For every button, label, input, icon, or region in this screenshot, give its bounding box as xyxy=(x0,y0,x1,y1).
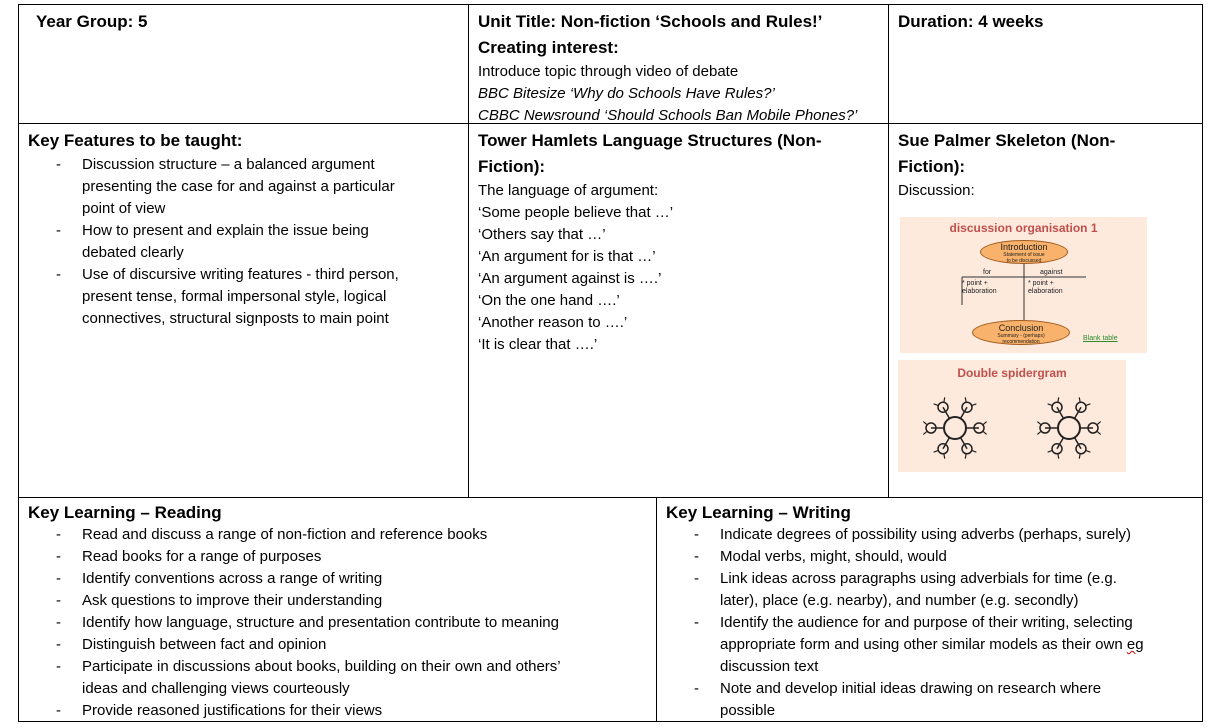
language-line: ‘Another reason to ….’ xyxy=(478,314,628,331)
reading-list xyxy=(28,524,647,722)
reading-cell xyxy=(18,497,657,722)
language-line: ‘Some people believe that …’ xyxy=(478,204,674,221)
list-item: - Identify how language, structure and presentation contribute to meaning xyxy=(82,612,647,634)
creating-interest-line: Introduce topic through video of debate xyxy=(478,63,739,80)
spidergram-2 xyxy=(1037,397,1100,458)
creating-interest-heading: Creating interest: xyxy=(478,38,619,57)
spellcheck-word: eg xyxy=(1126,636,1144,653)
key-features-heading: Key Features to be taught: xyxy=(28,131,243,150)
key-features-cell xyxy=(18,123,469,498)
against-point: * point + elaboration xyxy=(1028,280,1063,295)
list-item: - Read and discuss a range of non-fiction and reference books xyxy=(82,524,647,546)
year-group-cell xyxy=(18,4,469,124)
against-label: against xyxy=(1040,269,1063,276)
unit-title: Unit Title: Non-fiction ‘Schools and Rules!’ xyxy=(478,12,823,31)
sue-palmer-subheading: Discussion: xyxy=(898,182,975,199)
writing-list xyxy=(666,524,1193,722)
duration: Duration: 4 weeks xyxy=(898,12,1044,31)
unit-title-cell xyxy=(468,4,889,124)
duration-cell xyxy=(888,4,1203,124)
spidergram-svg xyxy=(898,360,1126,472)
list-item: - Link ideas across paragraphs using adverbials for time (e.g. later), place (e.g. nearby), and number (e.g. secondly) xyxy=(720,568,1193,612)
list-item: - Discussion structure – a balanced argument presenting the case for and against a particular point of view xyxy=(82,154,459,220)
tower-hamlets-heading-cont: Fiction): xyxy=(478,157,546,176)
for-point: * point + elaboration xyxy=(962,280,997,295)
tower-hamlets-heading: Tower Hamlets Language Structures (Non- xyxy=(478,131,822,150)
sue-palmer-heading-cont: Fiction): xyxy=(898,157,966,176)
list-item: - Read books for a range of purposes xyxy=(82,546,647,568)
list-item: - Participate in discussions about books, building on their own and others’ ideas and challenging views courteously xyxy=(82,656,647,700)
list-item: - Indicate degrees of possibility using adverbs (perhaps, surely) xyxy=(720,524,1193,546)
list-item: - Ask questions to improve their understanding xyxy=(82,590,647,612)
for-label: for xyxy=(983,269,992,276)
blank-table-link[interactable]: Blank table xyxy=(1083,335,1118,342)
list-item: - How to present and explain the issue being debated clearly xyxy=(82,220,459,264)
year-group: Year Group: 5 xyxy=(36,12,148,31)
language-line: The language of argument: xyxy=(478,182,659,199)
language-line: ‘It is clear that ….’ xyxy=(478,336,598,353)
list-item: - Modal verbs, might, should, would xyxy=(720,546,1193,568)
creating-interest-line: CBBC Newsround ‘Should Schools Ban Mobile Phones?’ xyxy=(478,107,858,124)
language-line: ‘Others say that …’ xyxy=(478,226,606,243)
sue-palmer-heading: Sue Palmer Skeleton (Non- xyxy=(898,131,1116,150)
language-line: ‘An argument against is ….’ xyxy=(478,270,662,287)
language-line: ‘An argument for is that …’ xyxy=(478,248,656,265)
key-features-list xyxy=(28,154,459,330)
writing-cell xyxy=(656,497,1203,722)
diagram-title: Double spidergram xyxy=(957,366,1067,380)
reading-heading: Key Learning – Reading xyxy=(28,503,222,522)
double-spidergram-diagram xyxy=(898,360,1126,472)
list-item: - Note and develop initial ideas drawing on research where possible xyxy=(720,678,1193,722)
creating-interest-line: BBC Bitesize ‘Why do Schools Have Rules?’ xyxy=(478,85,775,102)
sue-palmer-cell xyxy=(888,123,1203,498)
language-line: ‘On the one hand ….’ xyxy=(478,292,620,309)
list-item: - Distinguish between fact and opinion xyxy=(82,634,647,656)
spidergram-1 xyxy=(923,397,986,458)
list-item: - Use of discursive writing features - third person, present tense, formal impersonal style, logical connectives, structural signposts to main point xyxy=(82,264,459,330)
introduction-oval: Introduction Statement of issue to be discussed xyxy=(980,240,1068,264)
tower-hamlets-cell xyxy=(468,123,889,498)
diagram-title: discussion organisation 1 xyxy=(949,221,1098,235)
list-item: - Identify the audience for and purpose of their writing, selecting appropriate form and using other similar models as their own eg discussion text xyxy=(720,612,1193,678)
discussion-organisation-diagram xyxy=(900,217,1147,353)
list-item: - Identify conventions across a range of writing xyxy=(82,568,647,590)
list-item: - Provide reasoned justifications for their views xyxy=(82,700,647,722)
writing-heading: Key Learning – Writing xyxy=(666,503,851,522)
conclusion-oval: Conclusion Summary - (perhaps) recommendation xyxy=(972,320,1070,345)
